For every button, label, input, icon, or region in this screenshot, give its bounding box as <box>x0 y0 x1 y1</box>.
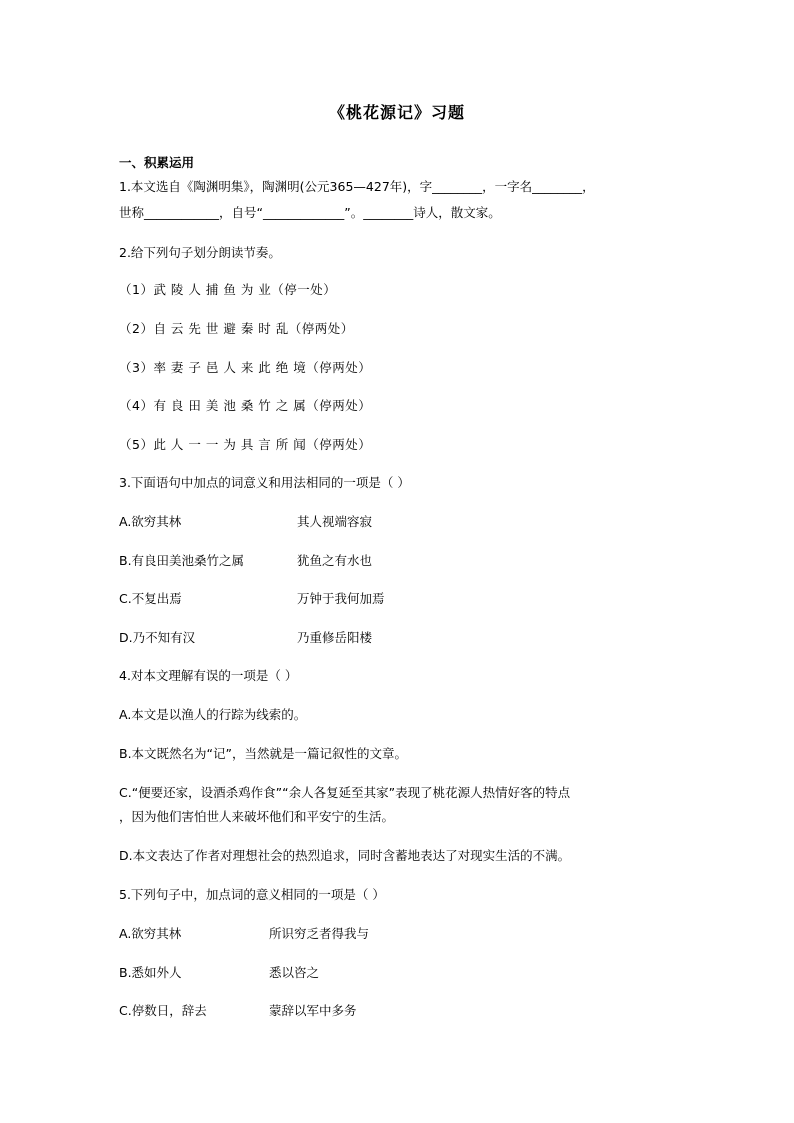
page-title: 《桃花源记》习题 <box>328 103 465 122</box>
question-4-option: D.本文表达了作者对理想社会的热烈追求，同时含蓄地表达了对现实生活的不满。 <box>119 848 571 863</box>
question-3-option <box>119 630 373 646</box>
option-text: C.不复出焉 <box>119 591 182 606</box>
question-4-option-continued: ，因为他们害怕世人来破坏他们和平安宁的生活。 <box>119 809 395 824</box>
question-5-option <box>119 965 320 981</box>
question-2-prompt: 2.给下列句子划分朗读节奏。 <box>119 245 281 260</box>
question-5-option <box>119 1003 357 1019</box>
question-3-prompt: 3.下面语句中加点的词意义和用法相同的一项是（ ） <box>119 475 410 490</box>
option-compare-text: 乃重修岳阳楼 <box>297 630 373 645</box>
option-text: B.悉如外人 <box>119 965 182 980</box>
question-5-option <box>119 926 370 942</box>
option-compare-text: 悉以咨之 <box>269 965 320 980</box>
question-2-item: （5）此 人 一 一 为 具 言 所 闻（停两处） <box>119 437 372 452</box>
question-4-option: B.本文既然名为“记”，当然就是一篇记叙性的文章。 <box>119 746 408 761</box>
option-text: A.欲穷其林 <box>119 514 182 529</box>
option-text: D.乃不知有汉 <box>119 630 196 645</box>
question-3-option <box>119 591 385 607</box>
option-text: A.欲穷其林 <box>119 926 182 941</box>
question-2-item: （2）自 云 先 世 避 秦 时 乱（停两处） <box>119 321 354 336</box>
question-2-item: （1）武 陵 人 捕 鱼 为 业（停一处） <box>119 282 337 297</box>
option-compare-text: 其人视端容寂 <box>297 514 373 529</box>
question-4-option: A.本文是以渔人的行踪为线索的。 <box>119 707 307 722</box>
question-1-line-1: 1.本文选自《陶渊明集》，陶渊明(公元365—427年)，字________，一字名________， <box>119 179 595 194</box>
question-2-item: （3）率 妻 子 邑 人 来 此 绝 境（停两处） <box>119 360 372 375</box>
option-text: B.有良田美池桑竹之属 <box>119 553 245 568</box>
option-text: C.停数日，辞去 <box>119 1003 207 1018</box>
question-4-prompt: 4.对本文理解有误的一项是（ ） <box>119 668 298 683</box>
question-4-option: C.“便要还家，设酒杀鸡作食”“余人各复延至其家”表现了桃花源人热情好客的特点 <box>119 785 571 800</box>
question-5-prompt: 5.下列句子中，加点词的意义相同的一项是（ ） <box>119 887 385 902</box>
option-compare-text: 蒙辞以军中多务 <box>269 1003 357 1018</box>
option-compare-text: 所识穷乏者得我与 <box>269 926 370 941</box>
question-3-option <box>119 553 373 569</box>
option-compare-text: 犹鱼之有水也 <box>297 553 373 568</box>
option-compare-text: 万钟于我何加焉 <box>297 591 385 606</box>
question-3-option <box>119 514 373 530</box>
section-heading: 一、积累运用 <box>119 155 195 170</box>
question-2-item: （4）有 良 田 美 池 桑 竹 之 属（停两处） <box>119 398 372 413</box>
question-1-line-2: 世称____________，自号“_____________”。________诗人，散文家。 <box>119 205 501 220</box>
